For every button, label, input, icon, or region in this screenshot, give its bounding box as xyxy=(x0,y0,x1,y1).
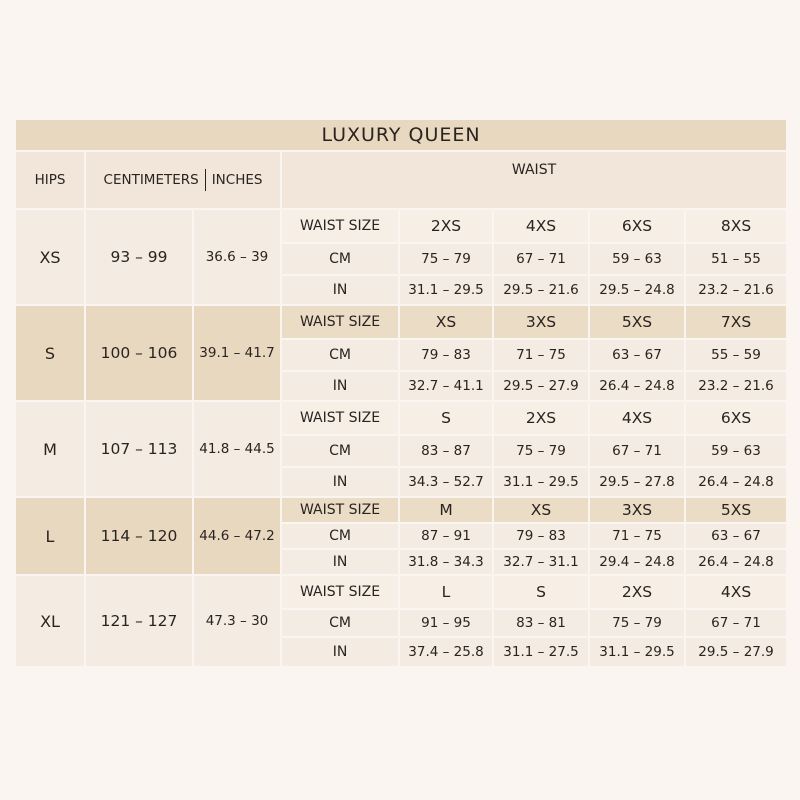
waist-size-label: WAIST SIZE xyxy=(281,209,399,243)
waist-cm-value: 83 – 87 xyxy=(399,435,493,467)
centimeters-header: CENTIMETERS xyxy=(103,172,199,188)
waist-cm-value: 63 – 67 xyxy=(685,523,787,549)
waist-size-label: WAIST SIZE xyxy=(281,401,399,435)
hip-inches: 39.1 – 41.7 xyxy=(193,305,281,401)
waist-size-value: 5XS xyxy=(589,305,685,339)
hip-size: M xyxy=(15,401,85,497)
waist-cm-value: 51 – 55 xyxy=(685,243,787,275)
table-row xyxy=(15,209,787,243)
waist-in-value: 29.5 – 24.8 xyxy=(589,275,685,305)
waist-size-label: WAIST SIZE xyxy=(281,575,399,609)
waist-size-value: XS xyxy=(493,497,589,523)
waist-cm-value: 79 – 83 xyxy=(493,523,589,549)
waist-size-value: 3XS xyxy=(493,305,589,339)
waist-size-value: 2XS xyxy=(589,575,685,609)
in-label: IN xyxy=(281,467,399,497)
hip-centimeters: 114 – 120 xyxy=(85,497,193,575)
waist-in-value: 29.5 – 27.9 xyxy=(685,637,787,667)
waist-size-value: S xyxy=(493,575,589,609)
waist-size-value: 8XS xyxy=(685,209,787,243)
hip-inches: 44.6 – 47.2 xyxy=(193,497,281,575)
hip-size: L xyxy=(15,497,85,575)
waist-cm-value: 87 – 91 xyxy=(399,523,493,549)
waist-cm-value: 75 – 79 xyxy=(399,243,493,275)
size-chart xyxy=(14,118,786,668)
waist-in-value: 32.7 – 31.1 xyxy=(493,549,589,575)
hip-centimeters: 107 – 113 xyxy=(85,401,193,497)
waist-size-value: 4XS xyxy=(589,401,685,435)
waist-in-value: 29.4 – 24.8 xyxy=(589,549,685,575)
in-label: IN xyxy=(281,275,399,305)
waist-cm-value: 83 – 81 xyxy=(493,609,589,637)
waist-in-value: 29.5 – 27.9 xyxy=(493,371,589,401)
waist-in-value: 26.4 – 24.8 xyxy=(685,549,787,575)
waist-in-value: 23.2 – 21.6 xyxy=(685,371,787,401)
in-label: IN xyxy=(281,549,399,575)
in-label: IN xyxy=(281,371,399,401)
cm-label: CM xyxy=(281,339,399,371)
waist-size-value: 2XS xyxy=(493,401,589,435)
waist-in-value: 32.7 – 41.1 xyxy=(399,371,493,401)
hips-header: HIPS xyxy=(15,151,85,209)
waist-in-value: 31.1 – 29.5 xyxy=(399,275,493,305)
waist-size-value: 5XS xyxy=(685,497,787,523)
waist-in-value: 26.4 – 24.8 xyxy=(685,467,787,497)
waist-cm-value: 79 – 83 xyxy=(399,339,493,371)
cm-label: CM xyxy=(281,435,399,467)
size-rows xyxy=(15,209,787,667)
waist-size-value: 2XS xyxy=(399,209,493,243)
waist-cm-value: 71 – 75 xyxy=(493,339,589,371)
waist-in-value: 31.1 – 27.5 xyxy=(493,637,589,667)
table-row xyxy=(15,401,787,435)
waist-cm-value: 67 – 71 xyxy=(493,243,589,275)
waist-in-value: 23.2 – 21.6 xyxy=(685,275,787,305)
hip-inches: 47.3 – 30 xyxy=(193,575,281,667)
waist-in-value: 31.1 – 29.5 xyxy=(493,467,589,497)
table-row xyxy=(15,497,787,523)
measure-header xyxy=(85,151,281,209)
hip-centimeters: 121 – 127 xyxy=(85,575,193,667)
waist-in-value: 34.3 – 52.7 xyxy=(399,467,493,497)
size-chart-table xyxy=(14,118,788,668)
hip-size: XS xyxy=(15,209,85,305)
waist-size-value: L xyxy=(399,575,493,609)
in-label: IN xyxy=(281,637,399,667)
waist-cm-value: 67 – 71 xyxy=(685,609,787,637)
cm-label: CM xyxy=(281,523,399,549)
hip-centimeters: 100 – 106 xyxy=(85,305,193,401)
waist-cm-value: 75 – 79 xyxy=(589,609,685,637)
waist-size-value: 6XS xyxy=(589,209,685,243)
waist-in-value: 29.5 – 27.8 xyxy=(589,467,685,497)
inches-header: INCHES xyxy=(211,172,263,188)
waist-in-value: 31.1 – 29.5 xyxy=(589,637,685,667)
waist-size-value: M xyxy=(399,497,493,523)
waist-in-value: 26.4 – 24.8 xyxy=(589,371,685,401)
waist-cm-value: 71 – 75 xyxy=(589,523,685,549)
waist-size-value: 4XS xyxy=(685,575,787,609)
cm-label: CM xyxy=(281,609,399,637)
waist-in-value: 31.8 – 34.3 xyxy=(399,549,493,575)
waist-size-value: XS xyxy=(399,305,493,339)
hip-inches: 36.6 – 39 xyxy=(193,209,281,305)
waist-size-value: 4XS xyxy=(493,209,589,243)
waist-cm-value: 91 – 95 xyxy=(399,609,493,637)
waist-size-label: WAIST SIZE xyxy=(281,497,399,523)
waist-size-value: 6XS xyxy=(685,401,787,435)
table-row xyxy=(15,305,787,339)
table-row xyxy=(15,575,787,609)
hip-size: XL xyxy=(15,575,85,667)
cm-label: CM xyxy=(281,243,399,275)
hip-inches: 41.8 – 44.5 xyxy=(193,401,281,497)
waist-in-value: 29.5 – 21.6 xyxy=(493,275,589,305)
hip-centimeters: 93 – 99 xyxy=(85,209,193,305)
waist-cm-value: 75 – 79 xyxy=(493,435,589,467)
waist-cm-value: 59 – 63 xyxy=(685,435,787,467)
waist-size-value: S xyxy=(399,401,493,435)
chart-title: LUXURY QUEEN xyxy=(15,119,787,151)
header-divider xyxy=(205,169,206,191)
waist-header: WAIST xyxy=(281,151,787,209)
waist-in-value: 37.4 – 25.8 xyxy=(399,637,493,667)
waist-size-label: WAIST SIZE xyxy=(281,305,399,339)
waist-size-value: 3XS xyxy=(589,497,685,523)
waist-cm-value: 59 – 63 xyxy=(589,243,685,275)
waist-cm-value: 63 – 67 xyxy=(589,339,685,371)
waist-cm-value: 67 – 71 xyxy=(589,435,685,467)
waist-cm-value: 55 – 59 xyxy=(685,339,787,371)
waist-size-value: 7XS xyxy=(685,305,787,339)
hip-size: S xyxy=(15,305,85,401)
